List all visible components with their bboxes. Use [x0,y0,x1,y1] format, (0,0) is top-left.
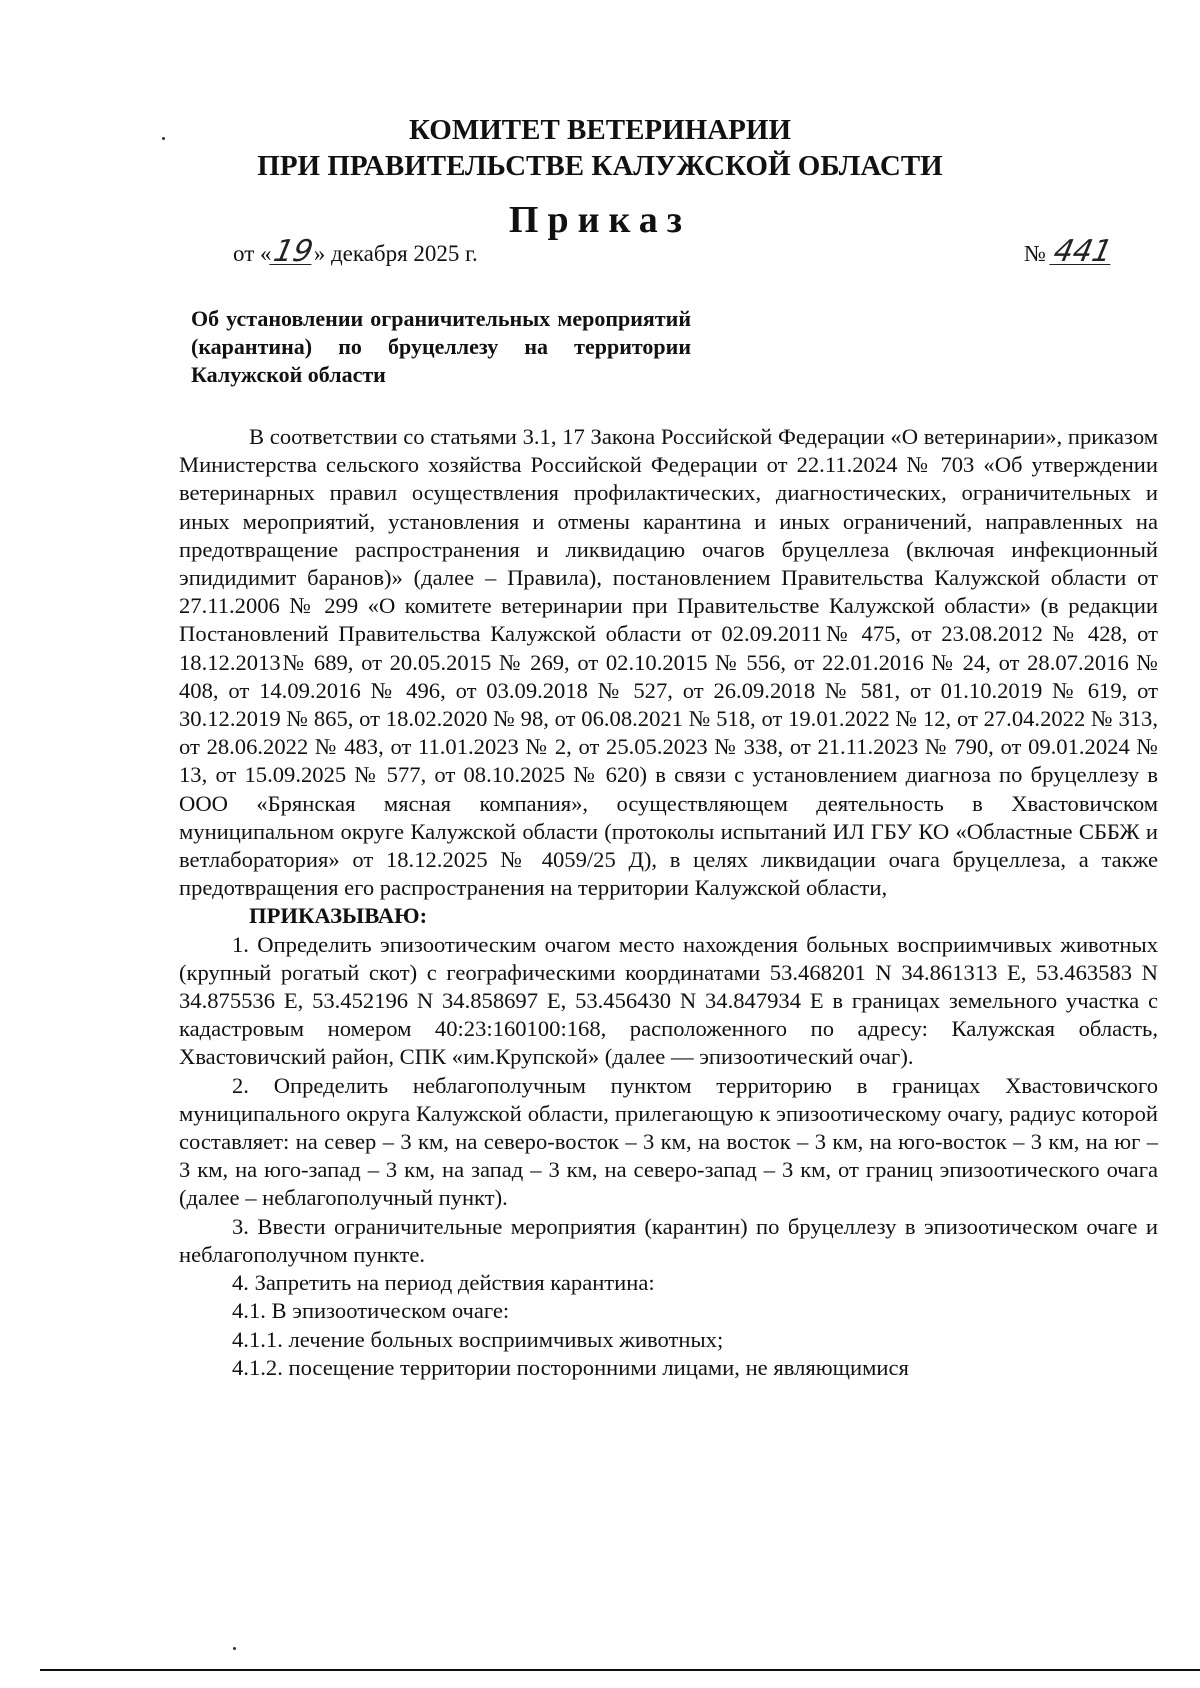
preamble-paragraph: В соответствии со статьями 3.1, 17 Закона Российской Федерации «О ветеринарии», приказом Министерства сельского хозяйства Российской Федерации от 22.11.2024 № 703 «Об утверждении ветеринарных правил осуществления профилактических, диагностических, ограничительных и иных мероприятий, установления и отмены карантина и иных ограничений, направленных на предотвращение распространения и ликвидацию очагов бруцеллеза (включая инфекционный эпидидимит баранов)» (далее – Правила), постановлением Правительства Калужской области от 27.11.2006 № 299 «О комитете ветеринарии при Правительстве Калужской области» (в редакции Постановлений Правительства Калужской области от 02.09.2011№ 475, от 23.08.2012 № 428, от 18.12.2013№ 689, от 20.05.2015 № 269, от 02.10.2015 № 556, от 22.01.2016 № 24, от 28.07.2016 № 408, от 14.09.2016 № 496, от 03.09.2018 № 527, от 26.09.2018 № 581, от 01.10.2019 № 619, от 30.12.2019 № 865, от 18.02.2020 № 98, от 06.08.2021 № 518, от 19.01.2022 № 12, от 27.04.2022 № 313, от 28.06.2022 № 483, от 11.01.2023 № 2, от 25.05.2023 № 338, от 21.11.2023 № 790, от 09.01.2024 № 13, от 15.09.2025 № 577, от 08.10.2025 № 620) в связи с установлением диагноза по бруцеллезу в ООО «Брянская мясная компания», осуществляющем деятельность в Хвастовичском муниципальном округе Калужской области (протоколы испытаний ИЛ ГБУ КО «Областные СББЖ и ветлаборатория» от 18.12.2025 № 4059/25 Д), в целях ликвидации очага бруцеллеза, а также предотвращения его распространения на территории Калужской области, [179,424,1158,901]
issuer-header [0,112,1200,184]
order-date [233,234,478,269]
order-number [1024,234,1115,269]
date-prefix: от « [233,241,272,266]
order-subject: Об установлении ограничительных мероприятий (карантина) по бруцеллезу на территории Калужской области [191,306,691,387]
order-item-3: 3. Ввести ограничительные мероприятия (карантин) по бруцеллезу в эпизоотическом очаге и неблагополучном пункте. [179,1213,1158,1267]
order-item-4: 4. Запретить на период действия карантина: [232,1270,655,1296]
document-title: Приказ [508,199,692,241]
order-body [179,423,1158,1382]
order-item-4-1-1: 4.1.1. лечение больных восприимчивых животных; [232,1326,724,1352]
number-label: № [1024,241,1046,266]
order-keyword: ПРИКАЗЫВАЮ: [249,903,428,929]
number-value-handwritten: 441 [1050,234,1115,269]
order-item-1: 1. Определить эпизоотическим очагом место нахождения больных восприимчивых животных (крупный рогатый скот) с географическими координатами 53.468201 N 34.861313 E, 53.463583 N 34.875536 E, 53.452196 N 34.858697 E, 53.456430 N 34.847934 E в границах земельного участка с кадастровым номером 40:23:160100:168, расположенного по адресу: Калужская область, Хвастовичский район, СПК «им.Крупской» (далее — эпизоотический очаг). [179,931,1158,1070]
order-item-4-1: 4.1. В эпизоотическом очаге: [232,1298,510,1324]
order-item-4-1-2: 4.1.2. посещение территории посторонними лицами, не являющимися [232,1354,909,1380]
order-item-2: 2. Определить неблагополучным пунктом территорию в границах Хвастовичского муниципального округа Калужской области, прилегающую к эпизоотическому очагу, радиус которой составляет: на север – 3 км, на северо-восток – 3 км, на восток – 3 км, на юго-восток – 3 км, на юг – 3 км, на юго-запад – 3 км, на запад – 3 км, на северо-запад – 3 км, от границ эпизоотического очага (далее – неблагополучный пункт). [179,1072,1158,1211]
issuer-header-line-1: КОМИТЕТ ВЕТЕРИНАРИИ [408,114,792,146]
date-suffix: » декабря 2025 г. [313,241,478,266]
page-bottom-rule [40,1669,1200,1671]
scan-speck [162,137,165,140]
scan-speck [233,1647,236,1650]
date-day-handwritten: 19 [269,234,316,269]
issuer-header-line-2: ПРИ ПРАВИТЕЛЬСТВЕ КАЛУЖСКОЙ ОБЛАСТИ [257,150,943,182]
